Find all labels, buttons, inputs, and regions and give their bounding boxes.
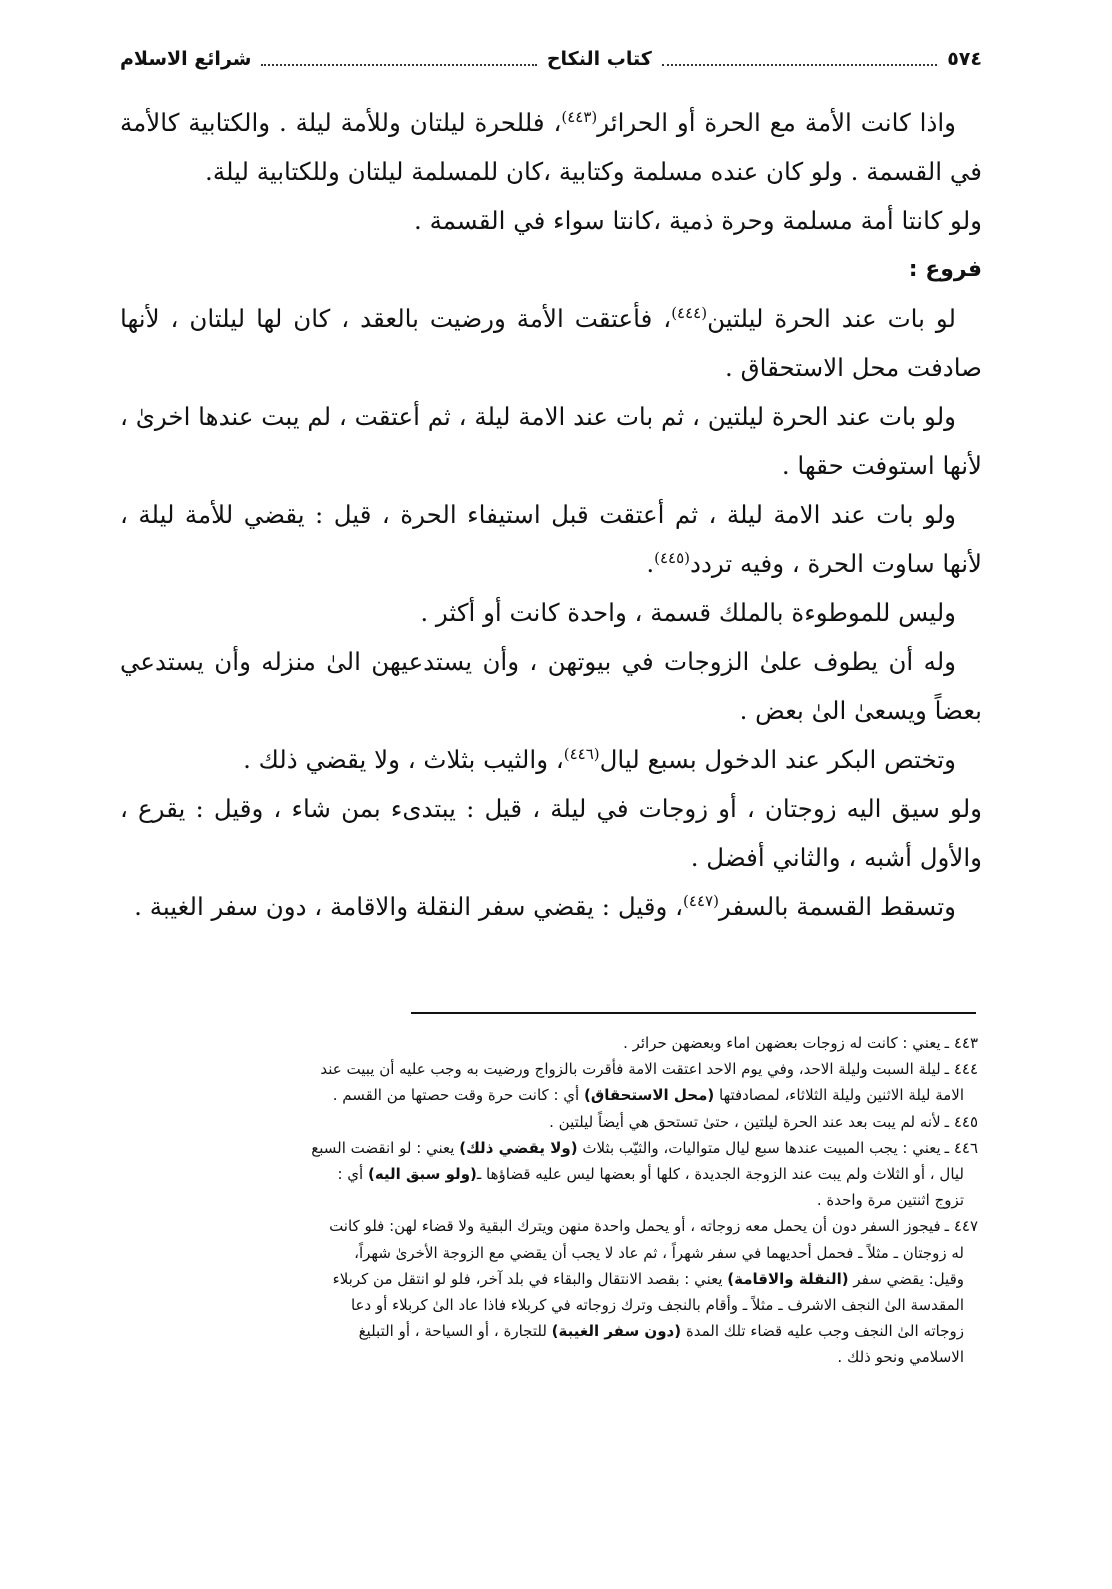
footnote-number: ٤٤٦ ـ bbox=[944, 1138, 978, 1157]
paragraph-8 bbox=[120, 735, 982, 784]
footnote-text: ليال ، أو الثلاث ولم يبت عند الزوجة الجديدة ، كلها أو بعضها ليس عليه قضاؤها ـ bbox=[476, 1165, 964, 1184]
footnote-447-continued: المقدسة الىٰ النجف الاشرف ـ مثلاً ـ وأقام بالنجف وترك زوجاته في كربلاء فاذا عاد الىٰ كربلاء أو دعا bbox=[350, 1296, 964, 1315]
footnote-text: وقيل: يقضي سفر bbox=[848, 1269, 964, 1288]
paragraph-6: وليس للموطوءة بالملك قسمة ، واحدة كانت أو أكثر . bbox=[420, 598, 956, 627]
footnote-bold-term: (دون سفر الغيبة) bbox=[551, 1322, 682, 1341]
main-text bbox=[120, 98, 982, 931]
footnote-text: الامة ليلة الاثنين وليلة الثلاثاء، لمصادفتها bbox=[714, 1086, 964, 1105]
paragraph-5 bbox=[120, 490, 982, 588]
paragraph-text: ، فللحرة ليلتان وللأمة ليلة . والكتابية كالأمة في القسمة . ولو كان عنده مسلمة وكتابية ،كان للمسلمة ليلتان وللكتابية ليلة. bbox=[120, 108, 982, 186]
footnote-ref-444[interactable]: (٤٤٤) bbox=[671, 303, 708, 322]
paragraph-3 bbox=[120, 294, 982, 392]
footnote-ref-445[interactable]: (٤٤٥) bbox=[654, 548, 691, 567]
page-number: ٥٧٤ bbox=[947, 48, 982, 70]
running-header bbox=[120, 42, 982, 76]
paragraph-7: وله أن يطوف علىٰ الزوجات في بيوتهن ، وأن يستدعيهن الىٰ منزله وأن يستدعي بعضاً ويسعىٰ الىٰ بعض . bbox=[120, 647, 982, 725]
footnote-446-continued bbox=[122, 1161, 978, 1187]
paragraph-text: ولو بات عند الامة ليلة ، ثم أعتقت قبل استيفاء الحرة ، قيل : يقضي للأمة ليلة ، لأنها ساوت الحرة ، وفيه تردد bbox=[120, 500, 982, 578]
footnote-447 bbox=[122, 1213, 978, 1239]
footnote-447-continued bbox=[122, 1266, 978, 1292]
paragraph-1 bbox=[120, 98, 982, 196]
footnote-ref-443[interactable]: (٤٤٣) bbox=[561, 107, 598, 126]
footnote-bold-term: (محل الاستحقاق) bbox=[583, 1086, 715, 1105]
footnote-443 bbox=[122, 1030, 978, 1056]
paragraph-text: لو بات عند الحرة ليلتين bbox=[707, 304, 956, 333]
footnote-444-continued bbox=[122, 1082, 978, 1108]
footnote-444 bbox=[122, 1056, 978, 1082]
footnote-text: لأنه لم يبت بعد عند الحرة ليلتين ، حتىٰ تستحق هي أيضاً ليلتين . bbox=[549, 1112, 941, 1131]
paragraph-2: ولو كانتا أمة مسلمة وحرة ذمية ،كانتا سواء في القسمة . bbox=[414, 206, 982, 235]
paragraph-text: ، فأعتقت الأمة ورضيت بالعقد ، كان لها ليلتان ، لأنها صادفت محل الاستحقاق . bbox=[120, 304, 982, 382]
footnote-447-continued: الاسلامي ونحو ذلك . bbox=[837, 1348, 964, 1367]
footnote-ref-447[interactable]: (٤٤٧) bbox=[683, 891, 719, 910]
footnote-separator bbox=[411, 1012, 976, 1014]
header-dotted-leader bbox=[662, 64, 937, 66]
footnote-bold-term: (ولو سبق اليه) bbox=[367, 1165, 477, 1184]
header-dotted-leader bbox=[261, 64, 536, 66]
footnote-ref-446[interactable]: (٤٤٦) bbox=[563, 744, 600, 763]
footnote-text: أي : كانت حرة وقت حصتها من القسم . bbox=[332, 1086, 584, 1105]
footnote-text: ليلة السبت وليلة الاحد، وفي يوم الاحد اعتقت الامة فأقرت بالزواج ورضيت به وجب عليه أن يبيت عند bbox=[320, 1060, 941, 1079]
footnote-text: يعني : بقصد الانتقال والبقاء في بلد آخر، فلو لو انتقل من كربلاء bbox=[332, 1269, 728, 1288]
subheading-branches: فروع : bbox=[908, 257, 982, 282]
footnote-text: فيجوز السفر دون أن يحمل معه زوجاته ، أو يحمل واحدة منهن ويترك البقية ولا قضاء لهن: فلو كانت bbox=[329, 1217, 941, 1236]
paragraph-10 bbox=[120, 882, 982, 931]
paragraph-text: وتختص البكر عند الدخول بسبع ليال bbox=[599, 745, 956, 774]
footnote-number: ٤٤٤ ـ bbox=[944, 1060, 978, 1079]
footnote-bold-term: (النقلة والاقامة) bbox=[727, 1269, 849, 1288]
footnote-text: يعني : لو انقضت السبع bbox=[311, 1138, 460, 1157]
footnote-number: ٤٤٧ ـ bbox=[944, 1217, 978, 1236]
chapter-title: كتاب النكاح bbox=[546, 48, 652, 70]
footnote-446 bbox=[122, 1135, 978, 1161]
footnote-447-continued bbox=[122, 1318, 978, 1344]
paragraph-text: وتسقط القسمة بالسفر bbox=[718, 892, 956, 921]
footnote-text: أي : bbox=[337, 1165, 368, 1184]
paragraph-text: ، والثيب بثلاث ، ولا يقضي ذلك . bbox=[243, 745, 564, 774]
footnote-text bbox=[122, 1135, 941, 1161]
footnote-number: ٤٤٥ ـ bbox=[944, 1112, 978, 1131]
paragraph-text: واذا كانت الأمة مع الحرة أو الحرائر bbox=[597, 108, 957, 137]
footnote-text: يعني : كانت له زوجات بعضهن اماء وبعضهن حرائر . bbox=[623, 1034, 941, 1052]
paragraph-text: . bbox=[646, 549, 655, 578]
footnote-446-continued: تزوج اثنتين مرة واحدة . bbox=[816, 1191, 964, 1210]
footnote-text: زوجاته الىٰ النجف وجب عليه قضاء تلك المدة bbox=[681, 1322, 964, 1341]
footnotes bbox=[122, 1030, 978, 1371]
paragraph-9: ولو سيق اليه زوجتان ، أو زوجات في ليلة ، قيل : يبتدىء بمن شاء ، وقيل : يقرع ، والأول أشبه ، والثاني أفضل . bbox=[120, 794, 982, 872]
paragraph-text: ، وقيل : يقضي سفر النقلة والاقامة ، دون سفر الغيبة . bbox=[134, 892, 684, 921]
footnote-text: للتجارة ، أو السياحة ، أو التبليغ bbox=[358, 1322, 552, 1341]
footnote-number: ٤٤٣ ـ bbox=[944, 1034, 978, 1052]
footnote-447-continued: له زوجتان ـ مثلاً ـ فحمل أحديهما في سفر شهراً ، ثم عاد لا يجب أن يقضي مع الزوجة الأخرىٰ شهراً، bbox=[354, 1243, 964, 1262]
book-title: شرائع الاسلام bbox=[120, 48, 252, 70]
paragraph-4: ولو بات عند الحرة ليلتين ، ثم بات عند الامة ليلة ، ثم أعتقت ، لم يبت عندها اخرىٰ ، لأنها استوفت حقها . bbox=[120, 402, 982, 480]
footnote-text: يعني : يجب المبيت عندها سبع ليال متواليات، والثيّب بثلاث bbox=[577, 1138, 941, 1157]
footnote-445 bbox=[122, 1109, 978, 1135]
footnote-bold-term: (ولا يقضي ذلك) bbox=[459, 1138, 578, 1157]
